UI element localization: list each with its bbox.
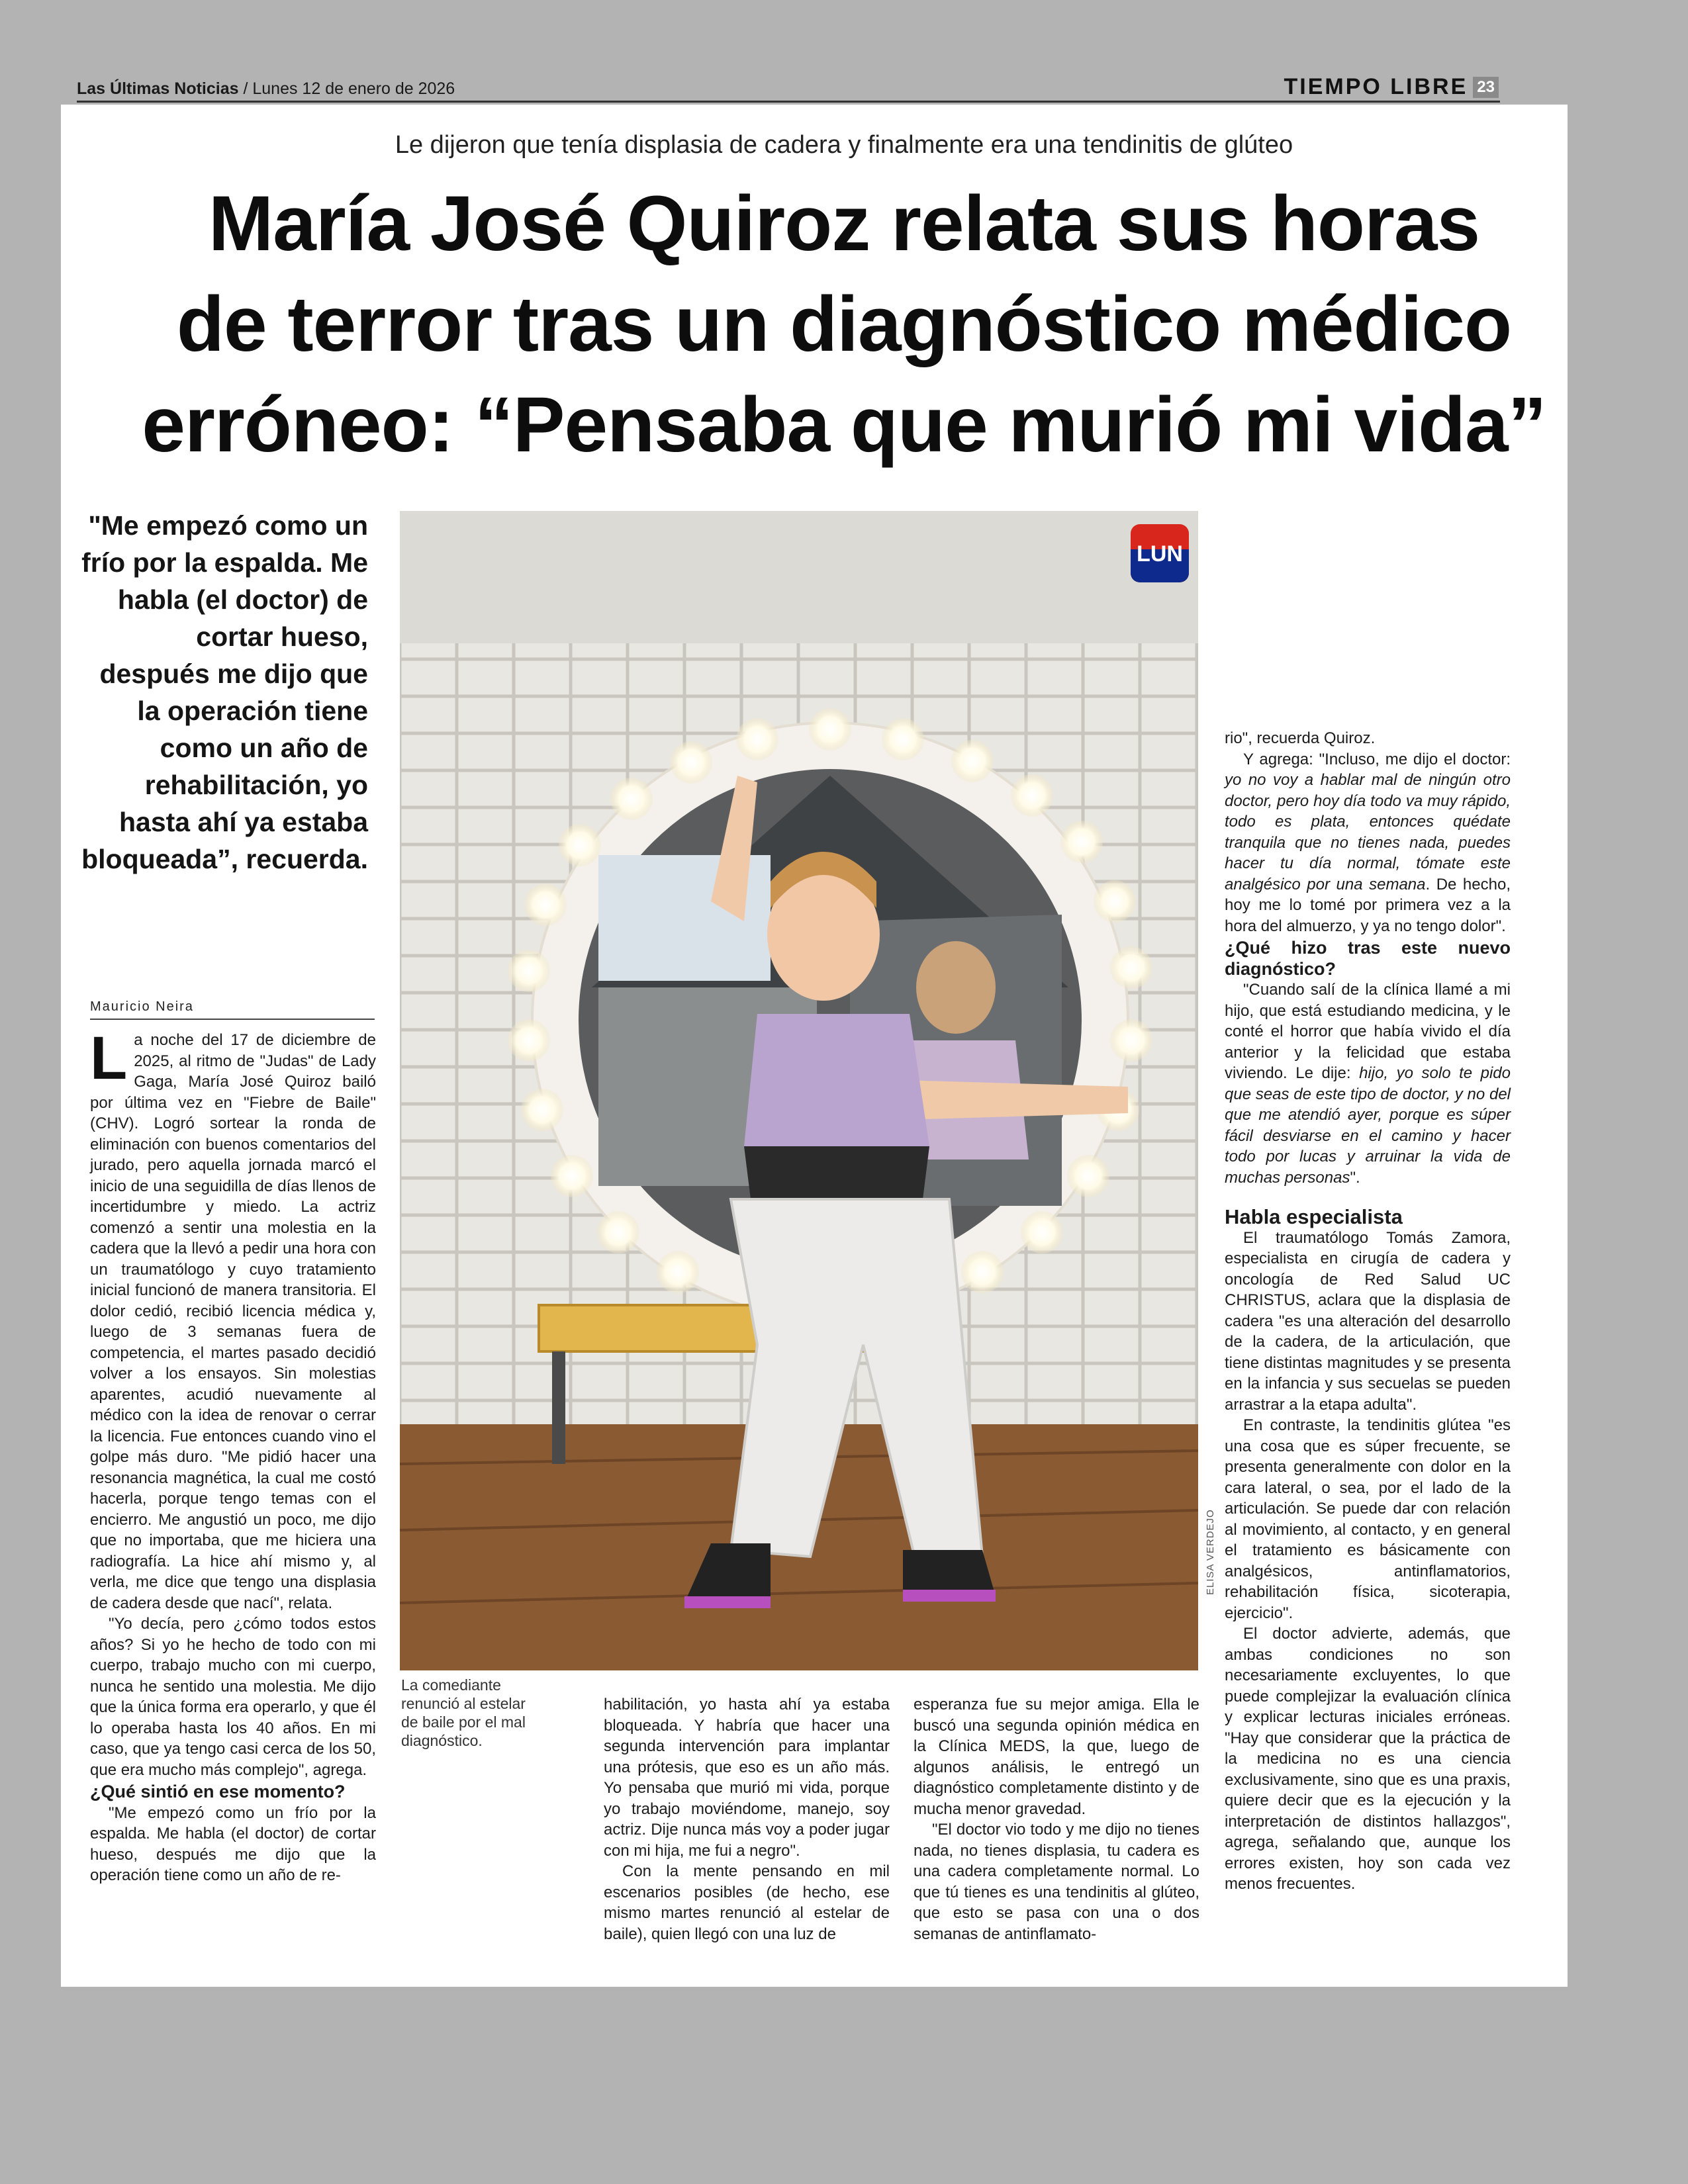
photo-caption: La comediante renunció al estelar de baile por el mal diagnóstico. [401, 1676, 526, 1749]
headline-line-3: erróneo: “Pensaba que murió mi vida” [142, 381, 1546, 469]
article-kicker: Le dijeron que tenía displasia de cadera y finalmente era una tendinitis de glúteo [395, 131, 1293, 159]
column-4-paragraph-1: rio", recuerda Quiroz. [1225, 729, 1376, 747]
lun-logo-text: LUN [1137, 541, 1183, 567]
page-number: 23 [1473, 77, 1499, 98]
subheading-especialista: Habla especialista [1225, 1205, 1403, 1228]
column-4-paragraph-3-quote: hijo, yo solo te pido que seas de este tipo de doctor, y no del que me atendió ayer, porque es súper fácil desviarse en el camino y hacer todo por lucas y arruinar la vida de muchas personas [1225, 1064, 1511, 1187]
column-4-paragraph-5: En contraste, la tendinitis glútea "es una cosa que es súper frecuente, se presenta generalmente con dolor en la cara lateral, o sea, por el lado de la articulación. Se puede dar con relación al movimiento, al contacto, y en general el tratamiento es básicamente con analgésicos, antinflamatorios, rehabilitación física, sicoterapia, ejercicio". [1225, 1416, 1511, 1622]
section-header [1284, 74, 1499, 100]
column-1-paragraph-1-text: a noche del 17 de diciembre de 2025, al ritmo de "Judas" de Lady Gaga, María José Quiroz bailó por última vez en "Fiebre de Baile" (CHV). Logró sortear la ronda de eliminación con buenos comentarios del jurado, pero aquella jornada marcó el inicio de una seguidilla de días llenos de incertidumbre y miedo. La actriz comenzó a sentir una molestia en la cadera que la llevó a pedir una hora con un traumatólogo y cuyo tratamiento inicial funcionó de manera transitoria. El dolor cedió, recibió licencia médica y, luego de 3 semanas fuera de competencia, el martes pasado decidió volver a los ensayos. Sin molestias aparentes, acudió nuevamente al médico con la idea de renovar o cerrar la licencia. Fue entonces cuando vino el golpe más duro. "Me pidió hacer una resonancia magnética, la cual me costó hacerla, porque tengo temas con el encierro. Me angustió un poco, me dijo que no importaba, que me hiciera una radiografía. La hice ahí mismo y, al verla, me dice que tengo una displasia de cadera desde que nací", relata. [90, 1031, 376, 1612]
drop-cap: L [90, 1024, 128, 1092]
pull-quote: "Me empezó como un frío por la espalda. Me habla (el doctor) de cortar hueso, después me dijo que la operación tiene como un año de rehabilitación, yo hasta ahí ya estaba bloqueada”, recuerda. [81, 510, 368, 874]
headline-line-2: de terror tras un diagnóstico médico [176, 281, 1512, 368]
article-column-4 [1225, 728, 1511, 1895]
column-4-paragraph-2-end: . De hecho, hoy me lo tomé por primera vez a la hora del almuerzo, y ya no tengo dolor". [1225, 875, 1511, 935]
question-1: ¿Qué sintió en ese momento? [90, 1782, 346, 1801]
column-1-paragraph-3: "Me empezó como un frío por la espalda. Me habla (el doctor) de cortar hueso, después me dijo que la operación tiene como un año de re- [90, 1803, 376, 1884]
column-4-paragraph-4: El traumatólogo Tomás Zamora, especialista en cirugía de cadera y oncología de Red Salud UC CHRISTUS, aclara que la displasia de cadera "es una alteración del desarrollo de la cadera, de la articulación, que tiene distintas magnitudes y se presenta en la infancia y sus secuelas se pueden arrastrar a la etapa adulta". [1225, 1228, 1511, 1414]
headline-line-1: María José Quiroz relata sus horas [208, 180, 1480, 267]
issue-date: / Lunes 12 de enero de 2026 [243, 79, 455, 98]
column-3-paragraph-2: "El doctor vio todo y me dijo no tienes nada, no tienes displasia, tu cadera es una cadera completamente normal. Lo que tú tienes es una tendinitis al glúteo, que esto se pasa con una o dos semanas de antinflamato- [914, 1821, 1199, 1943]
article-column-3 [914, 1694, 1199, 1944]
section-name: TIEMPO LIBRE [1284, 74, 1468, 99]
column-4-paragraph-3-end: ". [1350, 1168, 1360, 1187]
column-3-paragraph-1: esperanza fue su mejor amiga. Ella le buscó una segunda opinión médica en la Clínica MEDS, la que, luego de algunos análisis, le entregó un diagnóstico completamente distinto y de mucha menor gravedad. [914, 1696, 1199, 1818]
question-2: ¿Qué hizo tras este nuevo diagnóstico? [1225, 938, 1511, 979]
paper-name: Las Últimas Noticias [77, 79, 239, 98]
column-2-paragraph-2: Con la mente pensando en mil escenarios posibles (de hecho, ese mismo martes renunció al estelar de baile), quien llegó con una luz de [604, 1862, 890, 1943]
newspaper-header [77, 79, 455, 99]
column-4-paragraph-2-quote: yo no voy a hablar mal de ningún otro doctor, pero hoy día todo va muy rápido, todo es plata, entonces quédate tranquila que no tienes nada, puedes hacer tu día normal, tómate este analgésico por una semana [1225, 771, 1511, 893]
article-column-1 [90, 1024, 376, 1886]
article-headline [66, 173, 1622, 475]
lun-logo-badge [1131, 524, 1189, 582]
byline: Mauricio Neira [90, 999, 375, 1020]
article-photo [400, 511, 1198, 1670]
column-4-paragraph-3-start: "Cuando salí de la clínica llamé a mi hijo, que está estudiando medicina, y le conté el horror que había vivido el día anterior y la felicidad que estaba viviendo. Le dije: [1225, 981, 1511, 1082]
column-4-paragraph-6: El doctor advierte, además, que ambas condiciones no son necesariamente excluyentes, lo que puede complejizar la evaluación clínica y explicar lecturas iniciales erróneas. "Hay que considerar que la práctica de la medicina no es una ciencia exclusivamente, sino que es una praxis, quiere decir que es la ejecución y la interpretación de distintos hallazgos", agrega, señalando que, aunque los errores existen, hoy son cada vez menos frecuentes. [1225, 1625, 1511, 1893]
column-4-paragraph-2 [1225, 749, 1511, 937]
header-rule [77, 101, 1500, 103]
column-4-paragraph-2-start: Y agrega: "Incluso, me dijo el doctor: [1243, 750, 1511, 768]
dancer-photo-illustration [400, 511, 1198, 1670]
column-1-paragraph-2: "Yo decía, pero ¿cómo todos estos años? Si yo he hecho de todo con mi cuerpo, trabajo mucho con mi cuerpo, nunca he sentido una molestia. Me dijo que la única forma era operarlo, y que él lo operaba hasta los 40 años. En mi caso, que ya tengo casi cerca de los 50, que era mucho más complejo", agrega. [90, 1615, 376, 1779]
photo-credit: ELISA VERDEJO [1205, 1509, 1216, 1595]
column-1-paragraph-1 [90, 1024, 376, 1614]
article-column-2 [604, 1694, 890, 1944]
column-2-paragraph-1: habilitación, yo hasta ahí ya estaba bloqueada. Y habría que hacer una segunda intervención para implantar una prótesis, que eso es un año más. Yo pensaba que murió mi vida, porque yo trabajo moviéndome, manejo, soy actriz. Dije nunca más voy a poder jugar con mi hija, me fui a negro". [604, 1696, 890, 1860]
column-4-paragraph-3 [1225, 979, 1511, 1188]
